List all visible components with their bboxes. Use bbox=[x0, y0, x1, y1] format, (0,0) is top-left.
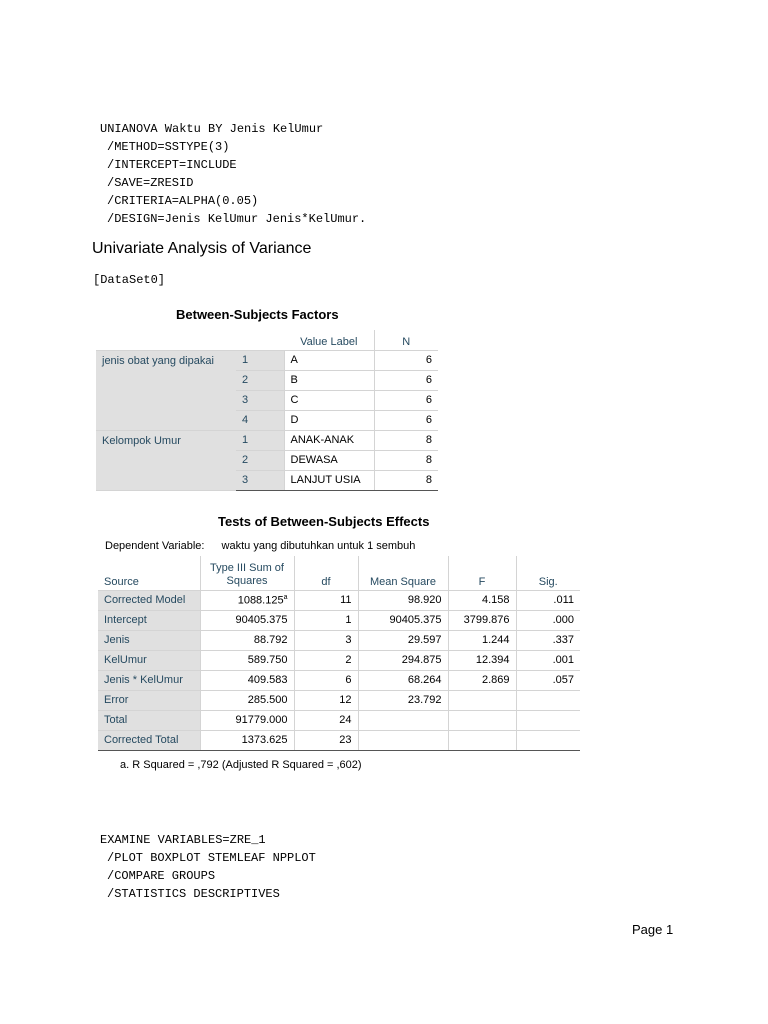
sig-value bbox=[516, 730, 580, 750]
ms-value: 68.264 bbox=[358, 670, 448, 690]
table-footnote: a. R Squared = ,792 (Adjusted R Squared = ,602) bbox=[120, 759, 362, 771]
syntax-line: /COMPARE GROUPS bbox=[107, 869, 216, 883]
value-label: ANAK-ANAK bbox=[284, 430, 374, 450]
empty-header bbox=[96, 330, 236, 350]
source-label: Total bbox=[98, 710, 200, 730]
ms-value: 90405.375 bbox=[358, 610, 448, 630]
n-value: 6 bbox=[374, 350, 438, 370]
footnote-marker: a bbox=[283, 593, 288, 601]
df-value: 2 bbox=[294, 650, 358, 670]
row-code: 1 bbox=[236, 430, 284, 450]
f-value bbox=[448, 710, 516, 730]
ms-value: 294.875 bbox=[358, 650, 448, 670]
df-value: 23 bbox=[294, 730, 358, 750]
sig-value bbox=[516, 690, 580, 710]
value-label: DEWASA bbox=[284, 450, 374, 470]
n-value: 8 bbox=[374, 430, 438, 450]
table-row bbox=[98, 650, 580, 670]
dependent-variable-line bbox=[105, 540, 415, 552]
syntax-block-unianova bbox=[100, 120, 366, 228]
ss-value: 88.792 bbox=[200, 630, 294, 650]
table-row bbox=[98, 610, 580, 630]
df-value: 6 bbox=[294, 670, 358, 690]
source-label: Intercept bbox=[98, 610, 200, 630]
syntax-line: /CRITERIA=ALPHA(0.05) bbox=[107, 194, 259, 208]
df-value: 1 bbox=[294, 610, 358, 630]
row-code: 2 bbox=[236, 450, 284, 470]
table-row bbox=[96, 430, 438, 450]
n-value: 8 bbox=[374, 470, 438, 490]
ss-value: 1088.125 bbox=[237, 594, 284, 607]
ss-cell bbox=[200, 590, 294, 610]
syntax-line: /DESIGN=Jenis KelUmur Jenis*KelUmur. bbox=[107, 212, 367, 226]
ss-value: 589.750 bbox=[200, 650, 294, 670]
col-mean-square: Mean Square bbox=[358, 556, 448, 590]
between-subjects-factors-table bbox=[96, 330, 438, 491]
syntax-line: /STATISTICS DESCRIPTIVES bbox=[107, 887, 280, 901]
between-subjects-factors-title: Between-Subjects Factors bbox=[176, 307, 339, 322]
n-value: 8 bbox=[374, 450, 438, 470]
source-label: Corrected Total bbox=[98, 730, 200, 750]
ss-value: 285.500 bbox=[200, 690, 294, 710]
source-label: Corrected Model bbox=[98, 590, 200, 610]
ss-value: 90405.375 bbox=[200, 610, 294, 630]
ms-value bbox=[358, 730, 448, 750]
col-n: N bbox=[374, 330, 438, 350]
col-sum-of-squares bbox=[200, 556, 294, 590]
syntax-line: /INTERCEPT=INCLUDE bbox=[107, 158, 237, 172]
value-label: B bbox=[284, 370, 374, 390]
row-code: 4 bbox=[236, 410, 284, 430]
row-code: 1 bbox=[236, 350, 284, 370]
tests-of-effects-table bbox=[98, 556, 580, 751]
df-value: 12 bbox=[294, 690, 358, 710]
value-label: LANJUT USIA bbox=[284, 470, 374, 490]
ms-value bbox=[358, 710, 448, 730]
row-code: 3 bbox=[236, 470, 284, 490]
value-label: A bbox=[284, 350, 374, 370]
syntax-line: EXAMINE VARIABLES=ZRE_1 bbox=[100, 833, 266, 847]
sig-value: .011 bbox=[516, 590, 580, 610]
col-f: F bbox=[448, 556, 516, 590]
f-value: 12.394 bbox=[448, 650, 516, 670]
table-row bbox=[98, 590, 580, 610]
value-label: C bbox=[284, 390, 374, 410]
dataset-label: [DataSet0] bbox=[93, 273, 166, 287]
col-value-label: Value Label bbox=[284, 330, 374, 350]
f-value bbox=[448, 690, 516, 710]
n-value: 6 bbox=[374, 410, 438, 430]
row-code: 2 bbox=[236, 370, 284, 390]
dependent-variable-label: Dependent Variable: bbox=[105, 540, 205, 552]
dependent-variable-value: waktu yang dibutuhkan untuk 1 sembuh bbox=[221, 540, 416, 552]
table-row bbox=[98, 630, 580, 650]
table-row bbox=[98, 690, 580, 710]
value-label: D bbox=[284, 410, 374, 430]
syntax-block-examine bbox=[100, 831, 316, 903]
page-number: Page 1 bbox=[632, 922, 674, 937]
sig-value: .057 bbox=[516, 670, 580, 690]
empty-header bbox=[236, 330, 284, 350]
f-value: 1.244 bbox=[448, 630, 516, 650]
syntax-line: /METHOD=SSTYPE(3) bbox=[107, 140, 230, 154]
syntax-line: /PLOT BOXPLOT STEMLEAF NPPLOT bbox=[107, 851, 316, 865]
sig-value: .337 bbox=[516, 630, 580, 650]
ms-value: 98.920 bbox=[358, 590, 448, 610]
syntax-line: UNIANOVA Waktu BY Jenis KelUmur bbox=[100, 122, 324, 136]
table-row bbox=[98, 730, 580, 750]
source-label: Jenis * KelUmur bbox=[98, 670, 200, 690]
source-label: KelUmur bbox=[98, 650, 200, 670]
n-value: 6 bbox=[374, 370, 438, 390]
row-code: 3 bbox=[236, 390, 284, 410]
sig-value: .000 bbox=[516, 610, 580, 630]
f-value: 3799.876 bbox=[448, 610, 516, 630]
sig-value: .001 bbox=[516, 650, 580, 670]
source-label: Jenis bbox=[98, 630, 200, 650]
table-row bbox=[96, 350, 438, 370]
group-label: Kelompok Umur bbox=[96, 430, 236, 490]
col-ss-line2: Squares bbox=[226, 574, 268, 587]
tests-of-effects-title: Tests of Between-Subjects Effects bbox=[218, 514, 430, 529]
col-source: Source bbox=[98, 556, 200, 590]
df-value: 11 bbox=[294, 590, 358, 610]
ss-value: 1373.625 bbox=[200, 730, 294, 750]
source-label: Error bbox=[98, 690, 200, 710]
sig-value bbox=[516, 710, 580, 730]
n-value: 6 bbox=[374, 390, 438, 410]
f-value: 4.158 bbox=[448, 590, 516, 610]
col-df: df bbox=[294, 556, 358, 590]
ss-value: 91779.000 bbox=[200, 710, 294, 730]
df-value: 3 bbox=[294, 630, 358, 650]
df-value: 24 bbox=[294, 710, 358, 730]
group-label: jenis obat yang dipakai bbox=[96, 350, 236, 430]
page-heading: Univariate Analysis of Variance bbox=[92, 240, 312, 257]
ms-value: 29.597 bbox=[358, 630, 448, 650]
table-row bbox=[98, 710, 580, 730]
f-value: 2.869 bbox=[448, 670, 516, 690]
table-row bbox=[98, 670, 580, 690]
syntax-line: /SAVE=ZRESID bbox=[107, 176, 194, 190]
ss-value: 409.583 bbox=[200, 670, 294, 690]
col-sig: Sig. bbox=[516, 556, 580, 590]
col-ss-line1: Type III Sum of bbox=[210, 561, 284, 574]
ms-value: 23.792 bbox=[358, 690, 448, 710]
f-value bbox=[448, 730, 516, 750]
